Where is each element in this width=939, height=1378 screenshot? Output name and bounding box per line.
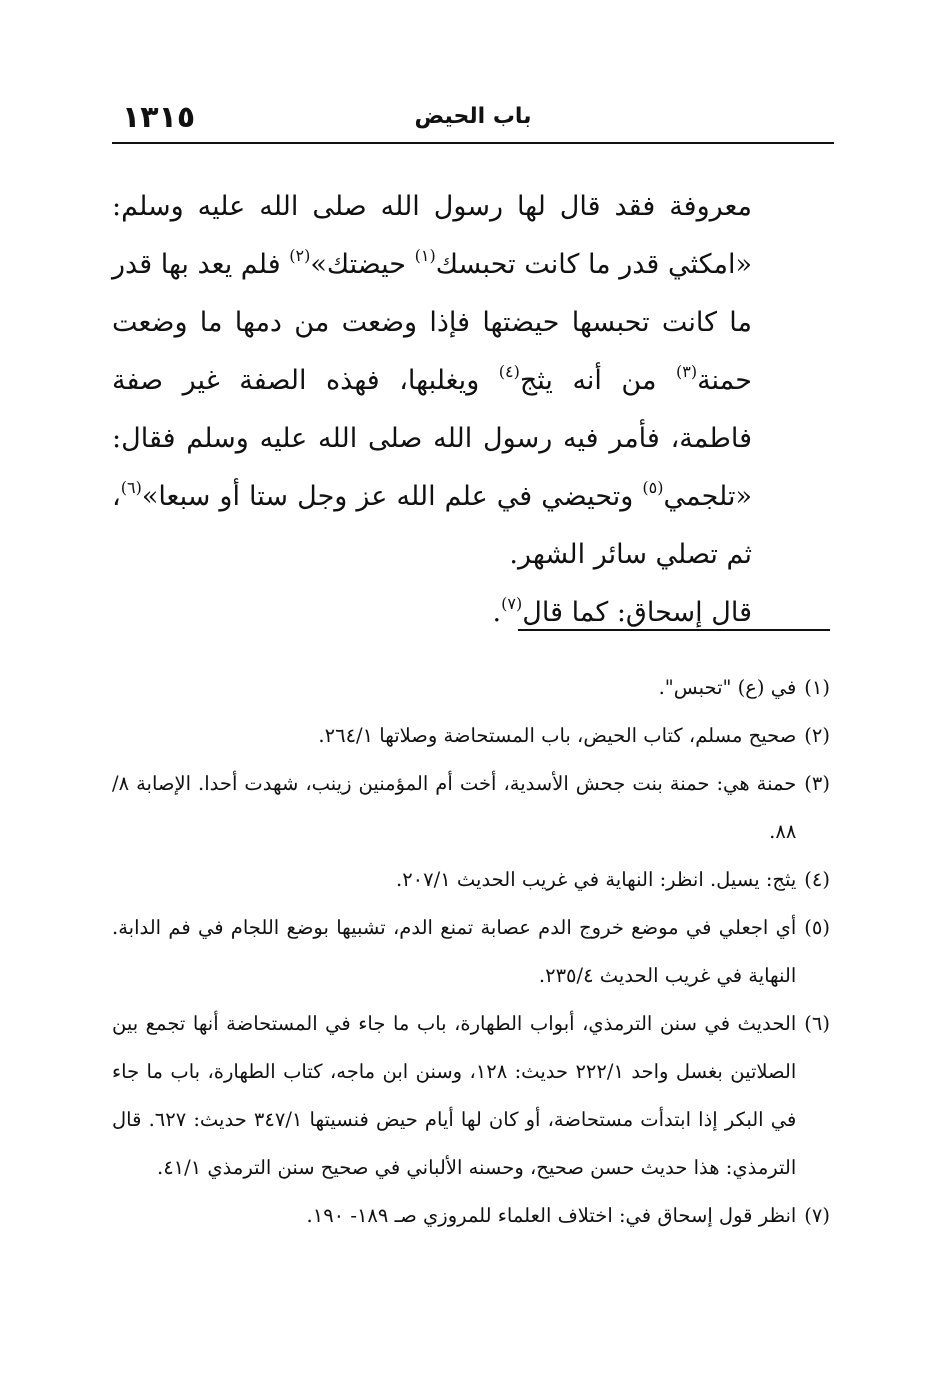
footnote-item (112, 1000, 830, 1192)
text-segment: حيضتك» (310, 249, 415, 280)
footnote-reference: (٥) (642, 478, 664, 497)
footnote-number: (٥) (804, 916, 830, 939)
footnote-reference: (٣) (675, 362, 698, 381)
footnotes (112, 664, 830, 1240)
footnote-number: (١) (804, 676, 830, 699)
main-text (112, 178, 752, 642)
footnote-number: (٣) (804, 772, 830, 795)
footnote-text: حمنة هي: حمنة بنت جحش الأسدية، أخت أم المؤمنين زينب، شهدت أحدا. الإصابة ٨/ ٨٨. (112, 772, 797, 843)
footnote-item (112, 904, 830, 1000)
text-segment: فلم يعد بها قدر ما كانت تحبسها حيضتها فإذا وضعت من دمها ما وضعت حمنة (112, 249, 752, 396)
footnote-item (112, 856, 830, 904)
main-paragraph (112, 178, 752, 584)
footnote-text: يثج: يسيل. انظر: النهاية في غريب الحديث ٢٠٧/١. (396, 868, 797, 891)
footnote-text: أي اجعلي في موضع خروج الدم عصابة تمنع الدم، تشبيها بوضع اللجام في فم الدابة. النهاية في غريب الحديث ٢٣٥/٤. (112, 916, 797, 987)
footnote-item (112, 712, 830, 760)
footnote-text: الحديث في سنن الترمذي، أبواب الطهارة، باب ما جاء في المستحاضة أنها تجمع بين الصلاتين بغسل واحد ٢٢٢/١ حديث: ١٢٨، وسنن ابن ماجه، كتاب الطهارة، باب ما جاء في البكر إذا ابتدأت مستحاضة، أو كان لها أيام حيض فنسيتها ٣٤٧/١ حديث: ٦٢٧. قال الترمذي: هذا حديث حسن صحيح، وحسنه الألباني في صحيح سنن الترمذي ٤١/١. (112, 1012, 797, 1179)
footnote-reference: (١) (414, 246, 436, 265)
footnote-reference: (٧) (501, 594, 523, 613)
footnote-item (112, 760, 830, 856)
text-segment: معروفة فقد قال لها رسول الله صلى الله عليه وسلم: «امكثي قدر ما كانت تحبسك (112, 191, 752, 280)
footnote-item (112, 664, 830, 712)
footnote-reference: (٢) (289, 246, 311, 265)
footnote-divider (518, 629, 830, 631)
text-segment: ، ثم تصلي سائر الشهر. (112, 481, 752, 570)
footnote-number: (٦) (804, 1012, 830, 1035)
page-number: ١٣١٥ (122, 100, 196, 135)
footnote-text: صحيح مسلم، كتاب الحيض، باب المستحاضة وصلاتها ٢٦٤/١. (318, 724, 797, 747)
text-segment: قال إسحاق: كما قال (522, 597, 752, 628)
page-header (112, 96, 834, 144)
footnote-number: (٢) (804, 724, 830, 747)
text-segment: وتحيضي في علم الله عز وجل ستا أو سبعا» (141, 481, 643, 512)
footnote-number: (٧) (804, 1204, 830, 1227)
footnote-text: في (ع) "تحبس". (658, 676, 797, 699)
running-title: باب الحيض (414, 104, 532, 129)
text-segment: ويغلبها، فهذه الصفة غير صفة فاطمة، فأمر فيه رسول الله صلى الله عليه وسلم فقال: «تلجمي (112, 365, 752, 512)
main-paragraph (112, 584, 752, 642)
text-segment: من أنه يثج (519, 365, 676, 396)
footnote-number: (٤) (804, 868, 830, 891)
footnote-text: انظر قول إسحاق في: اختلاف العلماء للمروزي صـ ١٨٩- ١٩٠. (306, 1204, 797, 1227)
footnote-item (112, 1192, 830, 1240)
text-segment: . (492, 597, 502, 628)
footnote-reference: (٦) (120, 478, 142, 497)
footnote-reference: (٤) (498, 362, 520, 381)
